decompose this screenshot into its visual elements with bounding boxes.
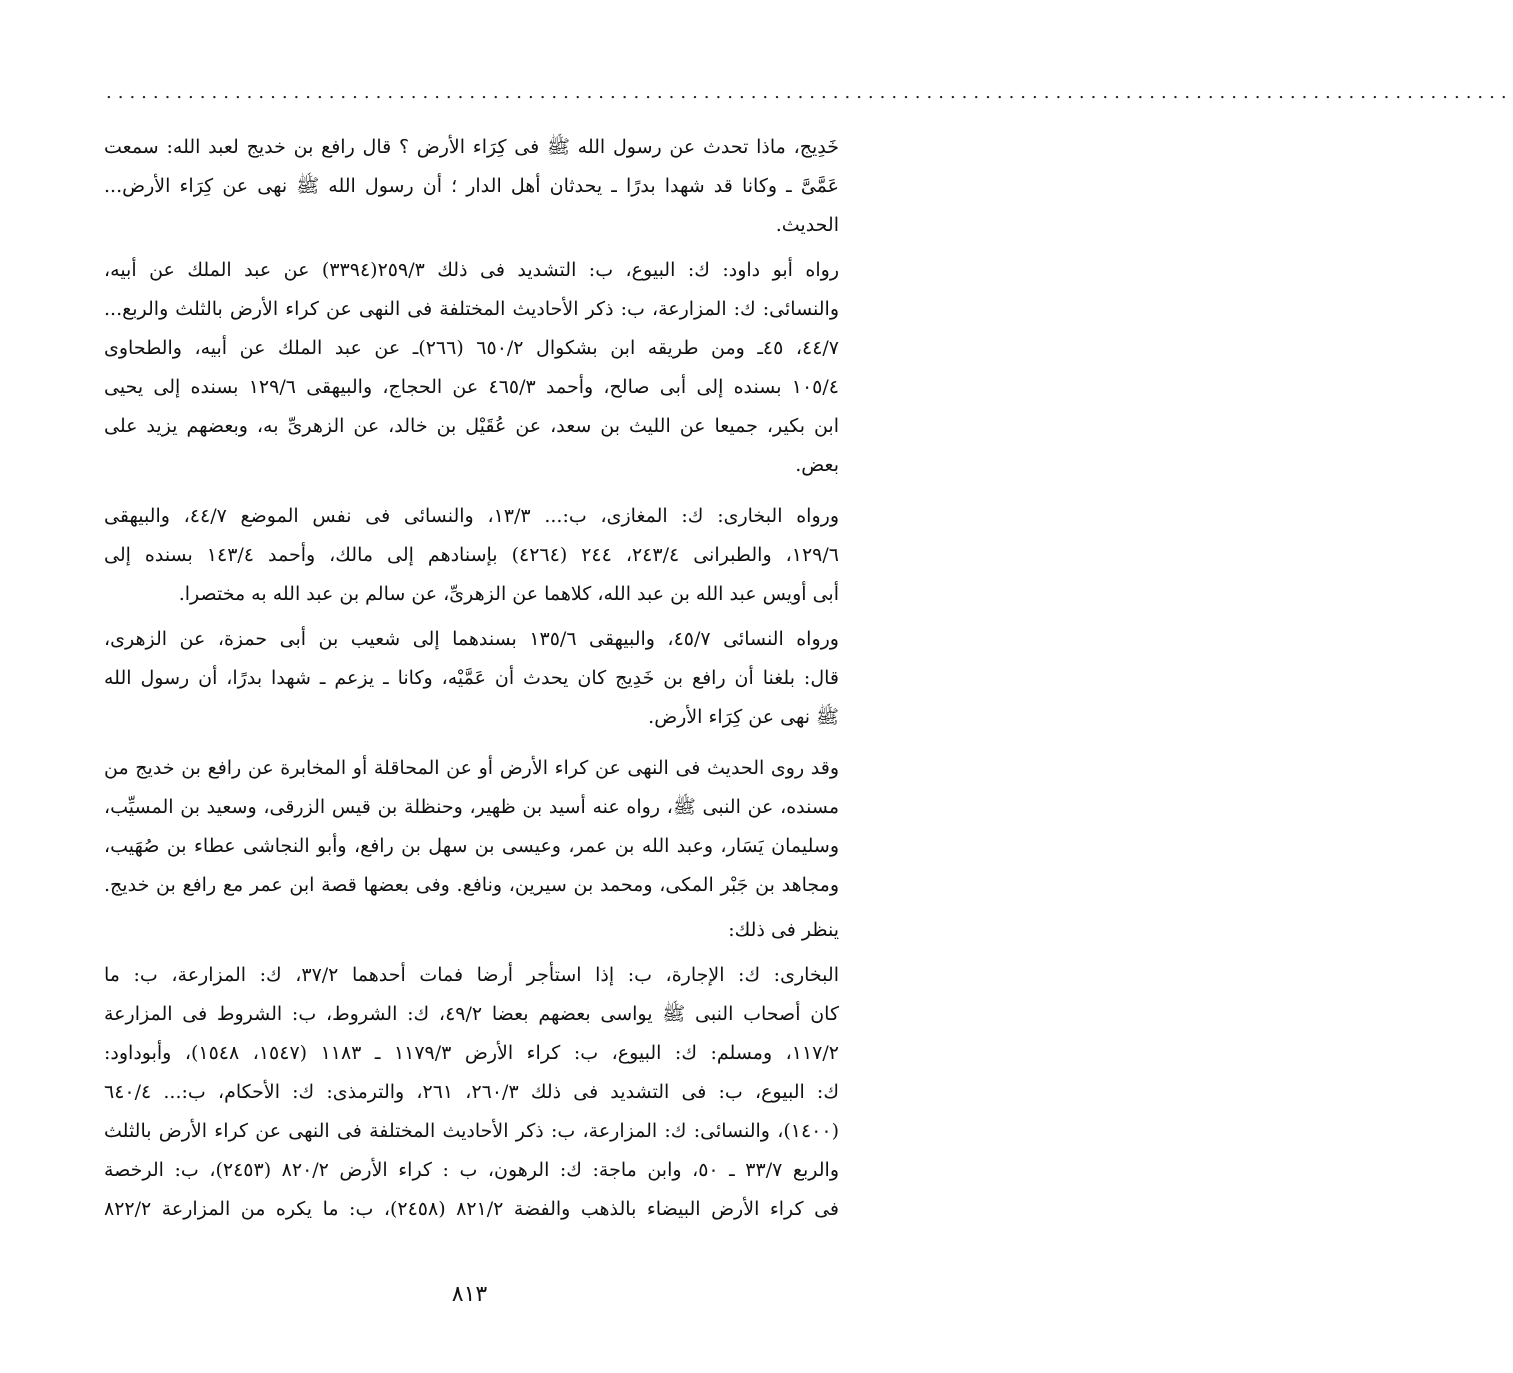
text-line: ينظر فى ذلك: — [728, 919, 839, 941]
text-line: عَمَّىَّ ـ وكانا قد شهدا بدرًا ـ يحدثان أهل الدار ؛ أن رسول الله ﷺ نهى عن كِرَاء الأرض... — [104, 175, 839, 197]
text-line: بعض. — [795, 454, 839, 476]
paragraph-references — [104, 956, 839, 1229]
text-line: ١٠٥/٤ بسنده إلى أبى صالح، وأحمد ٤٦٥/٣ عن الحجاج، والبيهقى ١٢٩/٦ بسنده إلى يحيى — [104, 376, 839, 398]
text-line: ومجاهد بن جَبْر المكى، ومحمد بن سيرين، ونافع. وفى بعضها قصة ابن عمر مع رافع بن خديج. — [104, 874, 839, 896]
text-line: مسنده، عن النبى ﷺ، رواه عنه أسيد بن ظهير، وحنظلة بن قيس الزرقى، وسعيد بن المسيِّب، — [104, 796, 839, 818]
body-text — [104, 128, 839, 1241]
text-line: ١٢٩/٦، والطبرانى ٢٤٣/٤، ٢٤٤ (٤٢٦٤) بإسنادهم إلى مالك، وأحمد ١٤٣/٤ بسنده إلى — [104, 544, 839, 566]
text-line: البخارى: ك: الإجارة، ب: إذا استأجر أرضا فمات أحدهما ٣٧/٢، ك: المزارعة، ب: ما — [104, 964, 839, 986]
text-line: (١٤٠٠)، والنسائى: ك: المزارعة، ب: ذكر الأحاديث المختلفة فى النهى عن كراء الأرض بالثلث — [104, 1120, 839, 1142]
paragraph-hadith-continuation — [104, 128, 839, 245]
paragraph-see-also — [104, 911, 839, 950]
text-line: الحديث. — [775, 214, 839, 236]
text-line: ﷺ نهى عن كِرَاء الأرض. — [648, 706, 839, 728]
paragraph-abu-dawud — [104, 251, 839, 485]
text-line: ورواه النسائى ٤٥/٧، والبيهقى ١٣٥/٦ بسندهما إلى شعيب بن أبى حمزة، عن الزهرى، — [104, 628, 839, 650]
text-line: ابن بكير، جميعا عن الليث بن سعد، عن عُقَيْل بن خالد، عن الزهرىِّ به، وبعضهم يزيد على — [104, 415, 839, 437]
text-line: أبى أويس عبد الله بن عبد الله، كلاهما عن الزهرىِّ، عن سالم بن عبد الله به مختصرا. — [178, 583, 839, 605]
page-number: ٨١٣ — [451, 1282, 488, 1307]
text-line: ١١٧/٢، ومسلم: ك: البيوع، ب: كراء الأرض ١١٧٩/٣ ـ ١١٨٣ (١٥٤٧، ١٥٤٨)، وأبوداود: — [104, 1042, 839, 1064]
text-line: والنسائى: ك: المزارعة، ب: ذكر الأحاديث المختلفة فى النهى عن كراء الأرض بالثلث والربع... — [104, 298, 839, 320]
text-line: ٤٤/٧، ٤٥ـ ومن طريقه ابن بشكوال ٦٥٠/٢ (٢٦٦)ـ عن عبد الملك عن أبيه، والطحاوى — [104, 337, 840, 359]
text-line: ورواه البخارى: ك: المغازى، ب:... ١٣/٣، والنسائى فى نفس الموضع ٤٤/٧، والبيهقى — [104, 505, 839, 527]
paragraph-nasai — [104, 620, 839, 737]
text-line: فى كراء الأرض البيضاء بالذهب والفضة ٨٢١/٢ (٢٤٥٨)، ب: ما يكره من المزارعة ٨٢٢/٢ — [104, 1198, 839, 1220]
text-line: ك: البيوع، ب: فى التشديد فى ذلك ٢٦٠/٣، ٢٦١، والترمذى: ك: الأحكام، ب:... ٦٤٠/٤ — [104, 1081, 839, 1103]
text-line: قال: بلغنا أن رافع بن خَدِيج كان يحدث أن عَمَّيْه، وكانا ـ يزعم ـ شهدا بدرًا، أن رسول الله — [104, 667, 839, 689]
text-line: كان أصحاب النبى ﷺ يواسى بعضهم بعضا ٤٩/٢، ك: الشروط، ب: الشروط فى المزارعة — [104, 1003, 840, 1025]
text-line: والربع ٣٣/٧ ـ ٥٠، وابن ماجة: ك: الرهون، ب : كراء الأرض ٨٢٠/٢ (٢٤٥٣)، ب: الرخصة — [104, 1159, 839, 1181]
text-line: خَدِيج، ماذا تحدث عن رسول الله ﷺ فى كِرَاء الأرض ؟ قال رافع بن خديج لعبد الله: سمعت — [104, 136, 839, 158]
text-line: وسليمان يَسَار، وعبد الله بن عمر، وعيسى بن سهل بن رافع، وأبو النجاشى عطاء بن صُهَيب، — [104, 835, 839, 857]
text-line: وقد روى الحديث فى النهى عن كراء الأرض أو عن المحاقلة أو المخابرة عن رافع بن خديج من — [104, 757, 839, 779]
paragraph-bukhari — [104, 497, 839, 614]
text-line: رواه أبو داود: ك: البيوع، ب: التشديد فى ذلك ٢٥٩/٣(٣٣٩٤) عن عبد الملك عن أبيه، — [104, 259, 840, 281]
paragraph-other-narrations — [104, 749, 839, 905]
header-divider: ........................................................................................................................ — [106, 82, 1513, 103]
